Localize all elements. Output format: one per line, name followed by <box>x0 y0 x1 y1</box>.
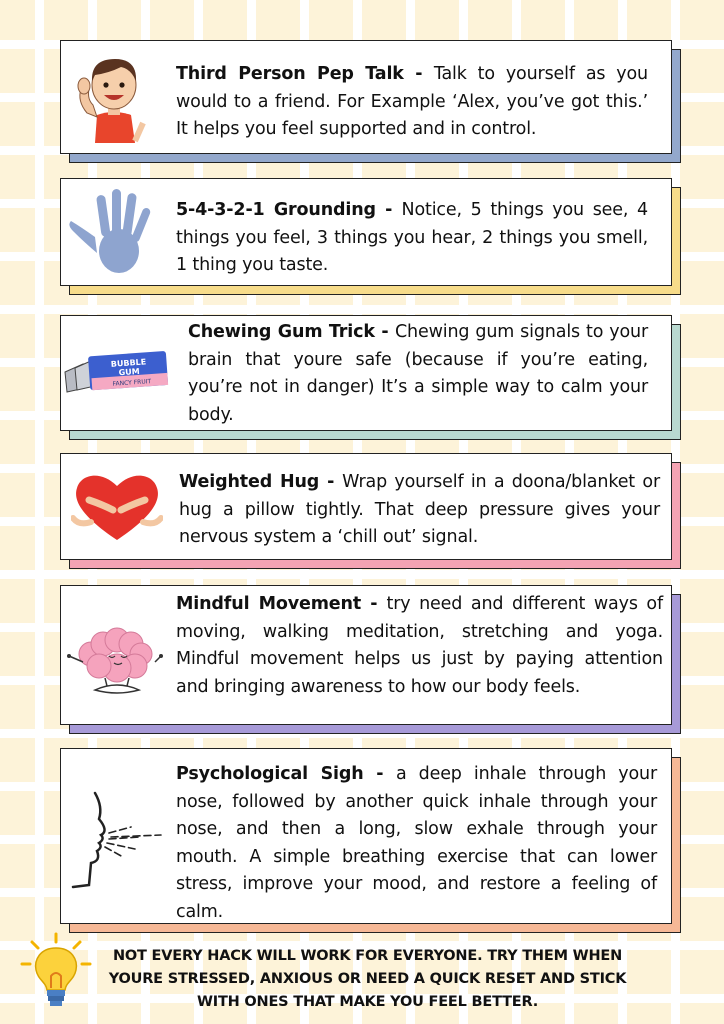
heart-hug-icon <box>71 470 163 542</box>
card-weighted-hug <box>60 453 672 560</box>
card-text <box>176 197 648 280</box>
hand-icon <box>67 187 167 279</box>
card-body <box>60 315 672 431</box>
card-psychological-sigh <box>60 748 672 924</box>
svg-text:BUBBLE: BUBBLE <box>110 357 147 369</box>
card-text <box>179 469 660 552</box>
svg-text:GUM: GUM <box>118 366 140 378</box>
boy-waving-icon <box>73 53 153 143</box>
card-description: try need and different ways of moving, walking meditation, stretching and yoga. Mindful movement helps us just by paying attention and bringing awareness to how our body feels. <box>176 594 663 697</box>
card-description: a deep inhale through your nose, followed by another quick inhale through your nose, and then a long, slow exhale through your mouth. A simple breathing exercise that can lower stress, improve your mood, and restore a feeling of calm. <box>176 764 658 922</box>
lightbulb-icon <box>20 932 94 1012</box>
card-description: Talk to yourself as you would to a friend. For Example ‘Alex, you’ve got this.’ It helps you feel supported and in control. <box>176 64 648 139</box>
card-grounding <box>60 178 672 286</box>
card-title: 5-4-3-2-1 Grounding - <box>176 200 402 220</box>
breathing-face-icon <box>69 789 169 893</box>
card-body <box>60 453 672 560</box>
bubble-gum-icon <box>63 348 171 396</box>
card-mindful-movement <box>60 585 672 725</box>
footer-note: NOT EVERY HACK WILL WORK FOR EVERYONE. TRY THEM WHEN YOURE STRESSED, ANXIOUS OR NEED A QUICK RESET AND STICK WITH ONES THAT MAKE YOU FEEL BETTER. <box>108 948 627 1010</box>
card-description: Notice, 5 things you see, 4 things you feel, 3 things you hear, 2 things you smell, 1 thing you taste. <box>176 200 648 275</box>
card-body <box>60 178 672 286</box>
card-text <box>176 761 657 926</box>
card-body <box>60 585 672 725</box>
svg-text:FANCY FRUIT: FANCY FRUIT <box>112 378 152 388</box>
card-title: Third Person Pep Talk - <box>176 64 434 84</box>
card-text <box>176 591 663 701</box>
card-title: Weighted Hug - <box>179 472 343 492</box>
card-text <box>188 319 648 429</box>
card-body <box>60 748 672 924</box>
card-title: Psychological Sigh - <box>176 764 396 784</box>
meditating-brain-icon <box>61 626 169 698</box>
card-description: Wrap yourself in a doona/blanket or hug a pillow tightly. That deep pressure gives your nervous system a ‘chill out’ signal. <box>179 472 660 547</box>
card-description: Chewing gum signals to your brain that youre safe (because if you’re eating, you’re not in danger) It’s a simple way to calm your body. <box>188 322 648 425</box>
card-pep-talk <box>60 40 672 154</box>
card-title: Chewing Gum Trick - <box>188 322 395 342</box>
card-chewing-gum <box>60 315 672 431</box>
card-title: Mindful Movement - <box>176 594 387 614</box>
card-body <box>60 40 672 154</box>
card-text <box>176 61 648 144</box>
